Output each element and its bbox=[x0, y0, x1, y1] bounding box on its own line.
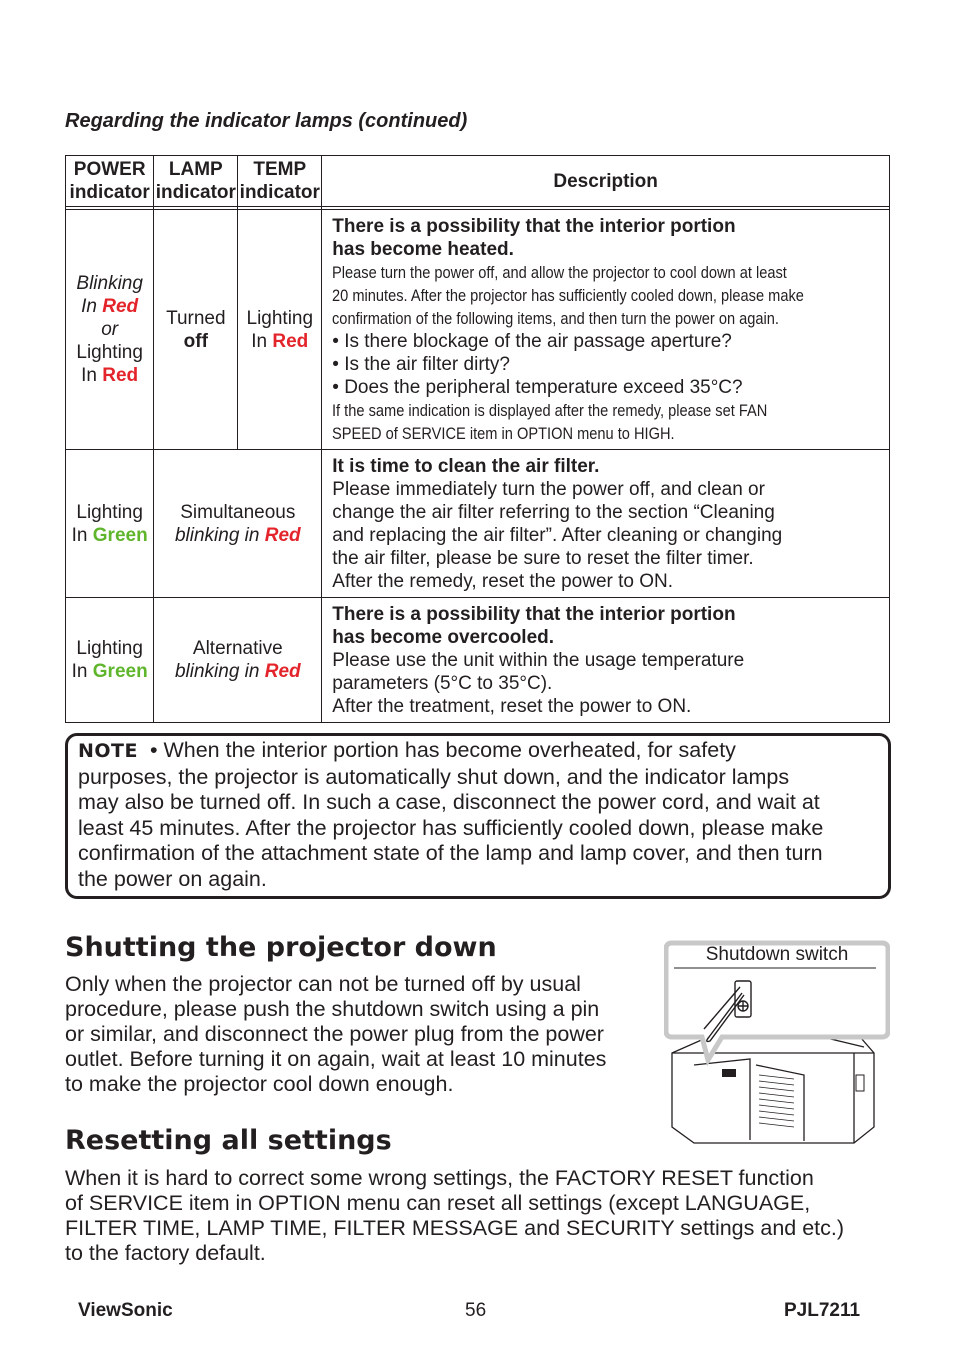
shutdown-figure bbox=[664, 935, 890, 1145]
row2-power: Lighting In Green bbox=[66, 450, 154, 598]
table-row bbox=[66, 598, 890, 723]
row3-lamp-temp: Alternative blinking in Red bbox=[154, 598, 322, 723]
shutdown-heading: Shutting the projector down bbox=[65, 932, 497, 963]
row1-lamp: Turned off bbox=[154, 210, 238, 450]
reset-paragraph: When it is hard to correct some wrong settings, the FACTORY RESET function of SERVICE item in OPTION menu can reset all settings (except LANGUAGE, FILTER TIME, LAMP TIME, FILTER MESSAGE and SECURITY settings and etc.) to the factory default. bbox=[65, 1166, 845, 1265]
note-text: NOTE • When the interior portion has become overheated, for safety purposes, the projector is automatically shut down, and the indicator lamps may also be turned off. In such a case, disconnect the power cord, and wait at least 45 minutes. After the projector has sufficiently cooled down, please make confirmation of the attachment state of the lamp and lamp cover, and then turn the power on again. bbox=[78, 738, 824, 891]
row1-power: Blinking In Red or Lighting In Red bbox=[66, 210, 154, 450]
footer-brand: ViewSonic bbox=[78, 1300, 173, 1321]
shutdown-figure-caption: Shutdown switch bbox=[705, 944, 849, 965]
header-description: Description bbox=[322, 156, 890, 207]
header-temp: TEMP indicator bbox=[238, 156, 322, 207]
note-label: NOTE bbox=[78, 740, 138, 762]
header-power: POWER indicator bbox=[66, 156, 154, 207]
indicator-table bbox=[65, 155, 890, 723]
shutdown-paragraph: Only when the projector can not be turned off by usual procedure, please push the shutdown switch using a pin or similar, and disconnect the power plug from the power outlet. Before turning it on again, wait at least 10 minutes to make the projector cool down enough. bbox=[65, 972, 607, 1096]
row3-description: There is a possibility that the interior portion has become overcooled. Please use the unit within the usage temperature parameters (5°C to 35°C). After the treatment, reset the power to ON. bbox=[322, 598, 890, 723]
reset-heading: Resetting all settings bbox=[65, 1125, 392, 1156]
table-header-row bbox=[66, 156, 890, 207]
row2-lamp-temp: Simultaneous blinking in Red bbox=[154, 450, 322, 598]
row1-temp: Lighting In Red bbox=[238, 210, 322, 450]
footer-page-number: 56 bbox=[465, 1300, 487, 1321]
row3-power: Lighting In Green bbox=[66, 598, 154, 723]
table-row bbox=[66, 450, 890, 598]
row1-description: There is a possibility that the interior portion has become heated. Please turn the power off, and allow the projector to cool down at least 20 minutes. After the projector has sufficiently cooled down, please make confirmation of the following items, and then turn the power on again. • Is there blockage of the air passage aperture? • Is the air filter dirty? • Does the peripheral temperature exceed 35°C? If the same indication is displayed after the remedy, please set FAN SPEED of SERVICE item in OPTION menu to HIGH. bbox=[322, 210, 890, 450]
table-row bbox=[66, 210, 890, 450]
footer-model: PJL7211 bbox=[784, 1300, 861, 1321]
header-lamp: LAMP indicator bbox=[154, 156, 238, 207]
section-heading: Regarding the indicator lamps (continued) bbox=[65, 110, 468, 132]
row2-description: It is time to clean the air filter. Please immediately turn the power off, and clean or change the air filter referring to the section “Cleaning and replacing the air filter”. After cleaning or changing the air filter, please be sure to reset the filter timer. After the remedy, reset the power to ON. bbox=[322, 450, 890, 598]
